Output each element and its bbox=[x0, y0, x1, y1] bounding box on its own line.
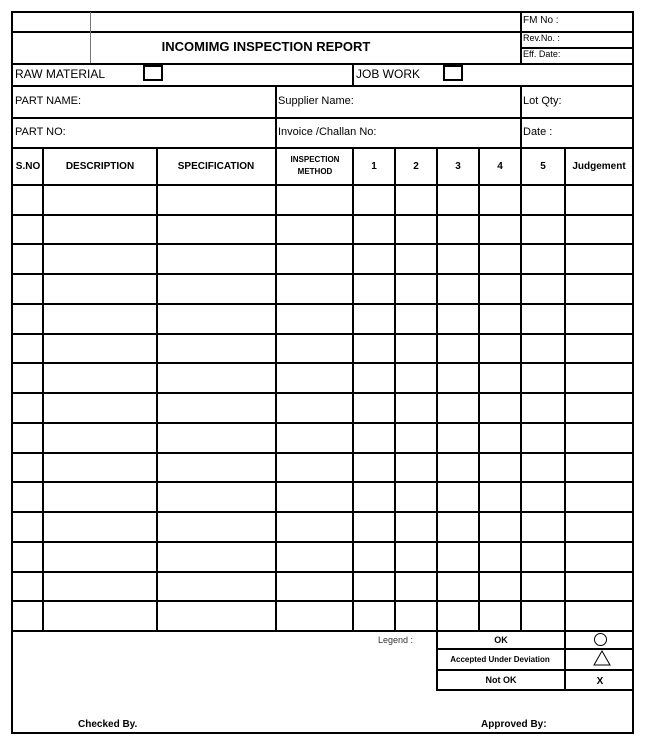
row-divider bbox=[11, 303, 634, 305]
col-method-line1: INSPECTION bbox=[290, 155, 340, 164]
col-specification: SPECIFICATION bbox=[177, 161, 255, 172]
legend-label: Legend : bbox=[378, 635, 414, 645]
raw-material-checkbox[interactable] bbox=[143, 65, 163, 81]
column-divider bbox=[478, 147, 480, 632]
col-judgement: Judgement bbox=[572, 161, 626, 172]
part-name-label: PART NAME: bbox=[15, 95, 82, 107]
col-method-line2: METHOD bbox=[297, 167, 333, 176]
col-reading-1: 1 bbox=[371, 161, 377, 172]
raw-material-label: RAW MATERIAL bbox=[15, 67, 106, 81]
eff-date-label: Eff. Date: bbox=[523, 49, 561, 59]
row-divider bbox=[11, 511, 634, 513]
column-divider bbox=[564, 147, 566, 632]
fm-no-label: FM No : bbox=[523, 15, 559, 26]
col-sno: S.NO bbox=[15, 161, 41, 172]
column-divider bbox=[156, 147, 158, 632]
legend-ok-label: OK bbox=[494, 635, 508, 645]
col-reading-2: 2 bbox=[413, 161, 419, 172]
row-divider bbox=[11, 600, 634, 602]
legend-deviation-label: Accepted Under Deviation bbox=[450, 655, 550, 664]
checked-by-label: Checked By. bbox=[78, 719, 138, 730]
column-divider bbox=[275, 147, 277, 632]
col-reading-3: 3 bbox=[455, 161, 461, 172]
col-description: DESCRIPTION bbox=[65, 161, 135, 172]
column-divider bbox=[42, 147, 44, 632]
rev-no-label: Rev.No. : bbox=[523, 33, 560, 43]
date-label: Date : bbox=[523, 126, 553, 138]
legend-not-ok-label: Not OK bbox=[485, 675, 517, 685]
column-divider bbox=[520, 147, 522, 632]
triangle-icon bbox=[593, 650, 611, 666]
row-divider bbox=[11, 452, 634, 454]
row-divider bbox=[11, 333, 634, 335]
row-divider bbox=[11, 392, 634, 394]
job-work-checkbox[interactable] bbox=[443, 65, 463, 81]
approved-by-label: Approved By: bbox=[481, 719, 547, 730]
column-divider bbox=[352, 147, 354, 632]
row-divider bbox=[11, 362, 634, 364]
column-divider bbox=[394, 147, 396, 632]
row-divider bbox=[11, 243, 634, 245]
row-divider bbox=[11, 541, 634, 543]
legend-not-ok-symbol: X bbox=[596, 676, 604, 687]
row-divider bbox=[11, 481, 634, 483]
circle-icon bbox=[594, 633, 607, 646]
job-work-label: JOB WORK bbox=[356, 67, 421, 81]
part-no-label: PART NO: bbox=[15, 126, 66, 138]
row-divider bbox=[11, 422, 634, 424]
col-reading-5: 5 bbox=[540, 161, 546, 172]
column-divider bbox=[436, 147, 438, 632]
report-title: INCOMIMG INSPECTION REPORT bbox=[161, 39, 371, 54]
row-divider bbox=[11, 571, 634, 573]
supplier-name-label: Supplier Name: bbox=[278, 95, 354, 107]
row-divider bbox=[11, 214, 634, 216]
row-divider bbox=[11, 273, 634, 275]
lot-qty-label: Lot Qty: bbox=[523, 95, 562, 107]
invoice-challan-label: Invoice /Challan No: bbox=[278, 126, 377, 138]
col-reading-4: 4 bbox=[497, 161, 503, 172]
